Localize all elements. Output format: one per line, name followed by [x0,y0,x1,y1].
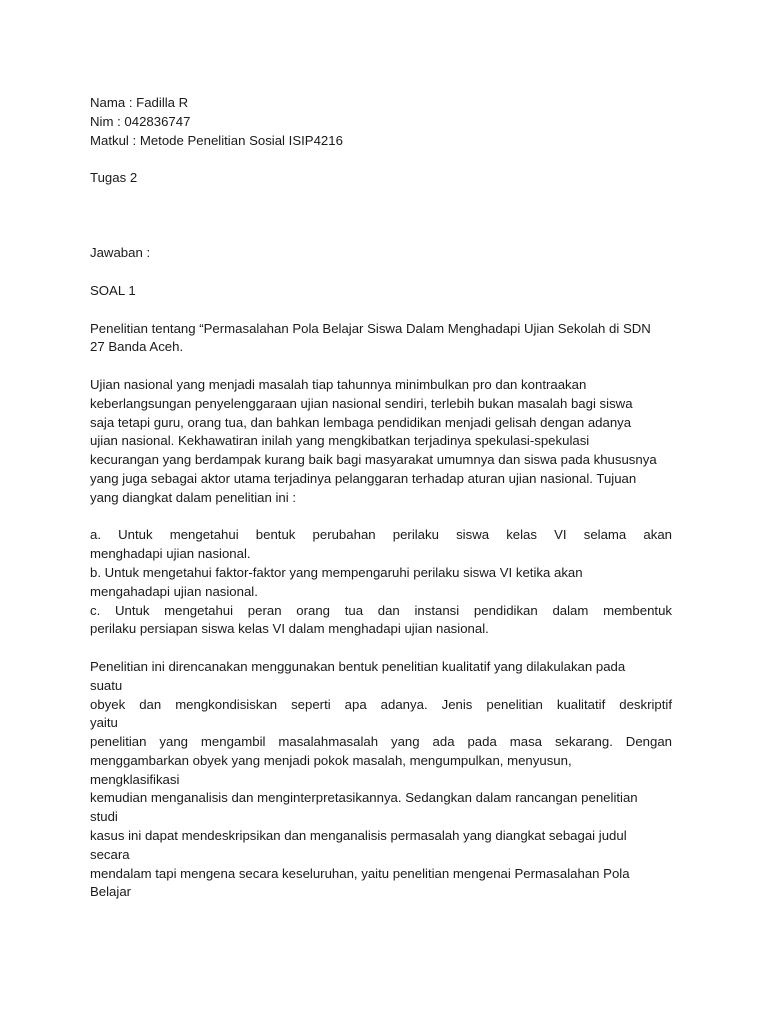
spacer [90,639,678,658]
assignment-title: Tugas 2 [90,170,138,186]
paragraph-line: Ujian nasional yang menjadi masalah tiap tahunnya minimbulkan pro dan kontraakan [90,376,587,392]
paragraph-line: yang diangkat dalam penelitian ini : [90,489,297,505]
course-name: Matkul : Metode Penelitian Sosial ISIP4216 [90,132,343,148]
spacer [90,226,678,245]
paragraph-line: studi [90,809,118,825]
paragraph-line: yaitu [90,715,118,731]
research-title-line: 27 Banda Aceh. [90,339,184,355]
spacer [90,207,678,226]
paragraph-line: menggambarkan obyek yang menjadi pokok masalah, mengumpulkan, menyusun, [90,752,572,768]
student-name: Nama : Fadilla R [90,95,189,110]
paragraph-line: obyek dan mengkondisiskan seperti apa adanya. Jenis penelitian kualitatif deskriptif [90,696,672,712]
paragraph-line: kemudian menganalisis dan menginterpretasikannya. Sedangkan dalam rancangan penelitian [90,790,638,806]
objective-b-line: mengahadapi ujian nasional. [90,583,258,599]
paragraph-line: kasus ini dapat mendeskripsikan dan menganalisis permasalah yang diangkat sebagai judul [90,828,627,844]
objective-b-line: b. Untuk mengetahui faktor-faktor yang mempengaruhi perilaku siswa VI ketika akan [90,564,583,580]
paragraph-line: yang juga sebagai aktor utama terjadinya pelanggaran terhadap aturan ujian nasional. Tujuan [90,470,637,486]
student-nim: Nim : 042836747 [90,113,191,129]
paragraph-line: kecurangan yang berdampak kurang baik bagi masyarakat umumnya dan siswa pada khususnya [90,452,657,468]
paragraph-line: penelitian yang mengambil masalahmasalah yang ada pada masa sekarang. Dengan [90,734,672,750]
paragraph-line: suatu [90,677,123,693]
paragraph-line: ujian nasional. Kekhawatiran inilah yang mengkibatkan terjadinya spekulasi-spekulasi [90,433,590,449]
spacer [90,357,678,376]
spacer [90,508,678,527]
spacer [90,301,678,320]
objective-a-line: a. Untuk mengetahui bentuk perubahan perilaku siswa kelas VI selama akan [90,527,672,543]
spacer [90,188,678,207]
paragraph-line: saja tetapi guru, orang tua, dan bahkan lembaga pendidikan menjadi gelisah dengan adanya [90,414,632,430]
answer-label: Jawaban : [90,245,151,261]
spacer [90,263,678,282]
paragraph-line: mendalam tapi mengena secara keseluruhan, yaitu penelitian mengenai Permasalahan Pola [90,865,630,881]
objective-c-line: c. Untuk mengetahui peran orang tua dan instansi pendidikan dalam membentuk [90,602,672,618]
spacer [90,150,678,169]
paragraph-line: Belajar [90,884,132,900]
objective-a-line: menghadapi ujian nasional. [90,546,251,562]
question-label: SOAL 1 [90,282,136,298]
objective-c-line: perilaku persiapan siswa kelas VI dalam menghadapi ujian nasional. [90,621,489,637]
paragraph-line: Penelitian ini direncanakan menggunakan bentuk penelitian kualitatif yang dilakulakan pada [90,658,626,674]
paragraph-line: keberlangsungan penyelenggaraan ujian nasional sendiri, terlebih bukan masalah bagi siswa [90,395,633,411]
paragraph-line: mengklasifikasi [90,771,180,787]
document-body [90,94,678,902]
research-title-line: Penelitian tentang “Permasalahan Pola Belajar Siswa Dalam Menghadapi Ujian Sekolah di SDN [90,320,651,336]
paragraph-line: secara [90,846,130,862]
